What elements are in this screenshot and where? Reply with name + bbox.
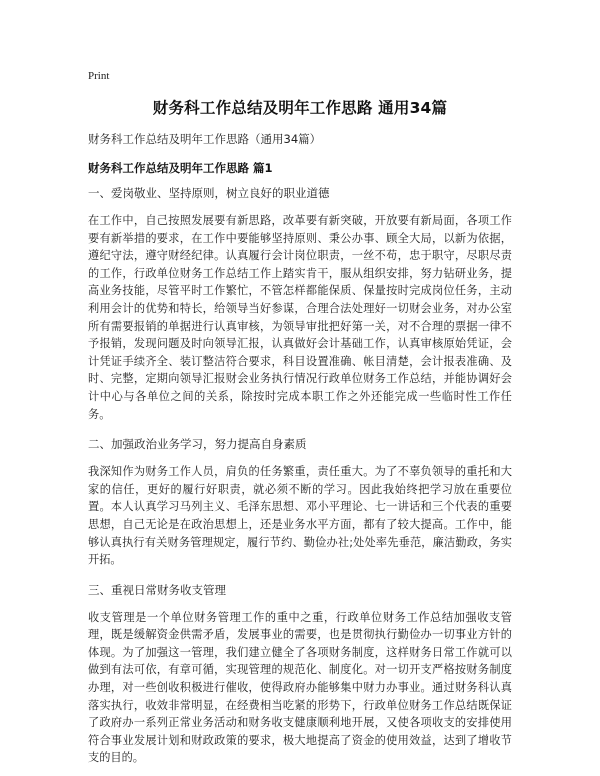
document-title: 财务科工作总结及明年工作思路 通用34篇: [152, 99, 448, 117]
print-label: Print: [88, 70, 110, 82]
part-paragraph-2: 我深知作为财务工作人员，肩负的任务繁重，责任重大。为了不辜负领导的重托和大家的信任，更好的履行好职责，就必须不断的学习。因此我始终把学习放在重要位置。本人认真学习马列主义、毛泽东思想、邓小平理论、七一讲话和三个代表的重要思想，自己无论是在政治思想上，还是业务水平方面，都有了较大提高。工作中，能够认真执行有关财务管理规定，履行节约、勤俭办社;处处率先垂范，廉洁勤政，务实开拓。: [88, 465, 512, 567]
part-heading-1: 一、爱岗敬业、坚持原则，树立良好的职业道德: [88, 186, 330, 200]
part-heading-3: 三、重视日常财务收支管理: [88, 582, 226, 597]
part-paragraph-3: 收支管理是一个单位财务管理工作的重中之重，行政单位财务工作总结加强收支管理，既是缓解资金供需矛盾，发展事业的需要，也是贯彻执行勤俭办一切事业方针的体现。为了加强这一管理，我们建立健全了各项财务制度，这样财务日常工作就可以做到有法可依，有章可循，实现管理的规范化、制度化。对一切开支严格按财务制度办理，对一些创收积极进行催收，使得政府办能够集中财力办事业。通过财务科认真落实执行，收效非常明显，在经费相当吃紧的形势下，行政单位财务工作总结既保证了政府办一系列正常业务活动和财务收支健康顺利地开展，又使各项收支的安排使用符合事业发展计划和财政政策的要求，极大地提高了资金的使用效益，达到了增收节支的目的。: [88, 610, 512, 765]
part-paragraph-1: 在工作中，自己按照发展要有新思路，改革要有新突破，开放要有新局面，各项工作要有新举措的要求，在工作中要能够坚持原则、秉公办事、顾全大局，以新为依据，遵纪守法，遵守财经纪律。认真履行会计岗位职责，一丝不苟，忠于职守，尽职尽责的工作，行政单位财务工作总结工作上踏实肯干，服从组织安排，努力钻研业务，提高业务技能，尽管平时工作繁忙，不管怎样都能保质、保量按时完成岗位任务，主动利用会计的优势和特长，给领导当好参谋，合理合法处理好一切财会业务，对办公室所有需要报销的单据进行认真审核，为领导审批把好第一关，对不合理的票据一律不予报销，发现问题及时向领导汇报，认真做好会计基础工作，认真审核原始凭证，会计凭证手续齐全、装订整洁符合要求，科目设置准确、帐目清楚，会计报表准确、及时、完整，定期向领导汇报财会业务执行情况行政单位财务工作总结，并能协调好会计中心与各单位之间的关系，除按时完成本职工作之外还能完成一些临时性工作任务。: [88, 214, 512, 421]
part-heading-2: 二、加强政治业务学习，努力提高自身素质: [88, 437, 307, 452]
section-heading: 财务科工作总结及明年工作思路 篇1: [88, 161, 273, 175]
document-subtitle: 财务科工作总结及明年工作思路（通用34篇）: [88, 132, 322, 146]
